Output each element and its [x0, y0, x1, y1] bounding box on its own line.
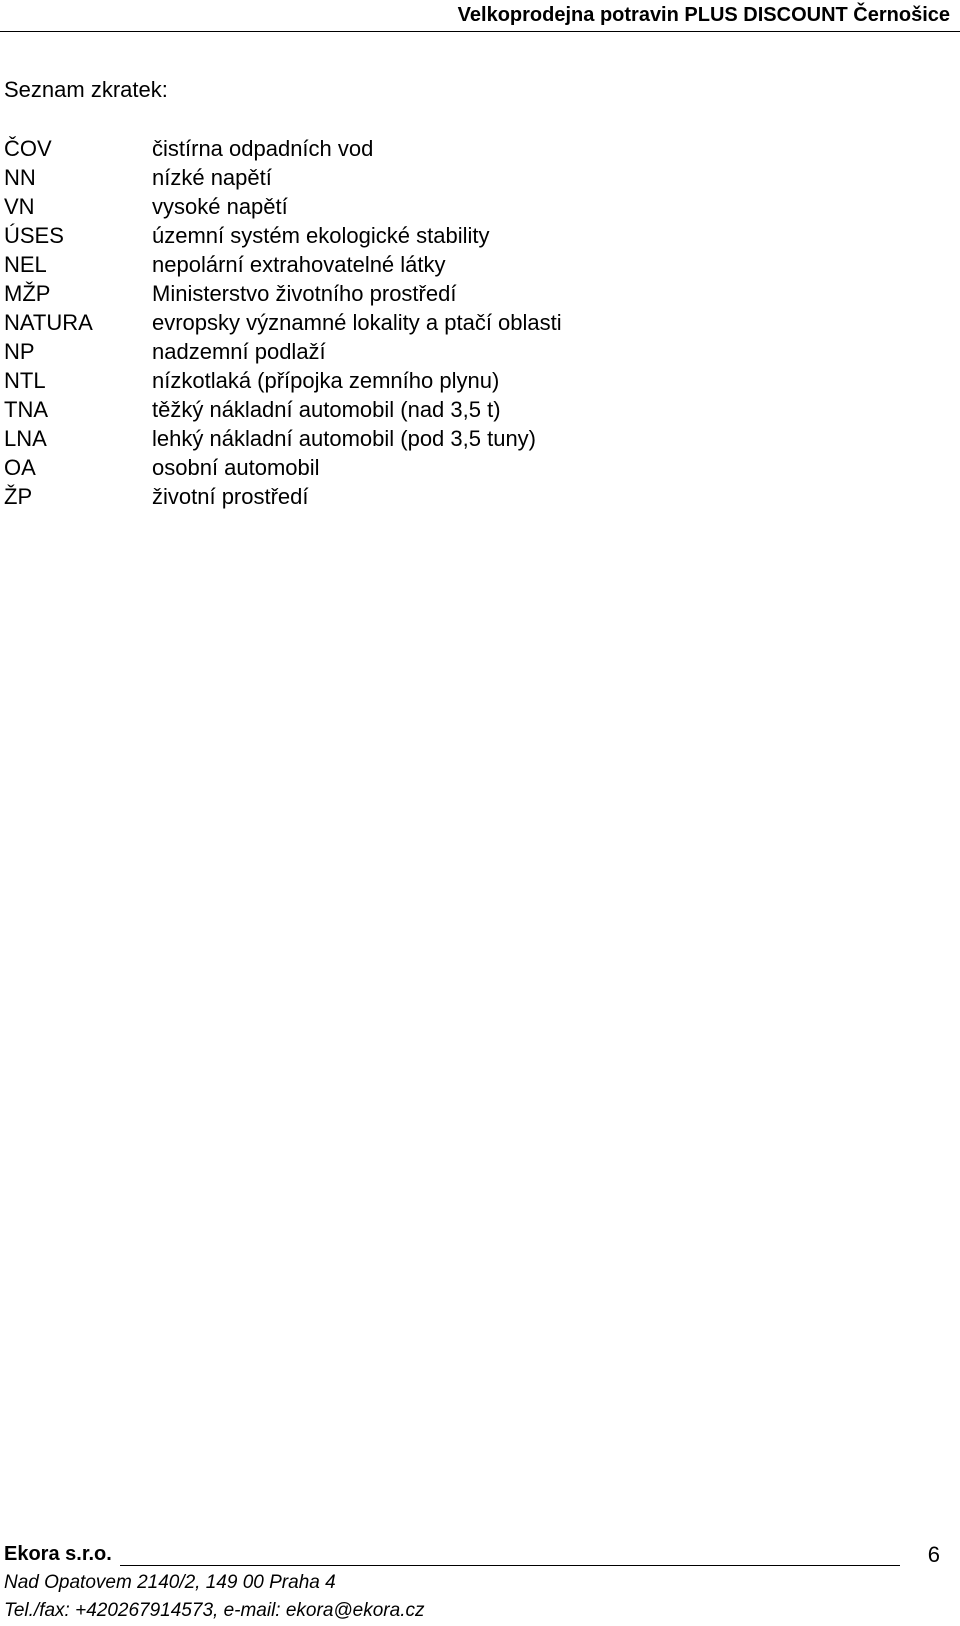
abbreviation: NATURA: [4, 310, 93, 335]
abbreviation: NEL: [4, 252, 47, 277]
abbreviation: MŽP: [4, 281, 51, 306]
abbreviation: NTL: [4, 368, 46, 393]
abbreviation-meaning: nadzemní podlaží: [152, 339, 326, 364]
abbreviation-meaning: lehký nákladní automobil (pod 3,5 tuny): [152, 426, 537, 451]
abbreviation-meaning: těžký nákladní automobil (nad 3,5 t): [152, 397, 501, 422]
abbreviation-meaning: životní prostředí: [152, 484, 309, 509]
abbreviation-meaning: čistírna odpadních vod: [152, 136, 374, 161]
abbreviation: VN: [4, 194, 35, 219]
header-title: Velkoprodejna potravin PLUS DISCOUNT Černošice: [457, 4, 950, 26]
footer-divider: [120, 1565, 900, 1566]
page-number: 6: [927, 1542, 940, 1567]
page-header: [0, 0, 960, 32]
abbreviation: OA: [4, 455, 36, 480]
abbreviation: ŽP: [4, 484, 33, 509]
abbreviation: NN: [4, 165, 36, 190]
footer-company-name: Ekora s.r.o.: [4, 1543, 112, 1565]
footer-contact: Tel./fax: +420267914573, e-mail: ekora@ekora.cz: [4, 1600, 425, 1621]
abbreviation-meaning: územní systém ekologické stability: [152, 223, 490, 248]
abbreviation: TNA: [4, 397, 48, 422]
abbreviation-meaning: evropsky významné lokality a ptačí oblasti: [152, 310, 562, 335]
abbreviation: LNA: [4, 426, 47, 451]
abbreviation: ČOV: [4, 136, 52, 161]
abbreviation: NP: [4, 339, 35, 364]
abbreviation-meaning: nízkotlaká (přípojka zemního plynu): [152, 368, 500, 393]
abbreviation-meaning: nízké napětí: [152, 165, 272, 190]
page-footer: [0, 1542, 960, 1626]
abbreviation-meaning: Ministerstvo životního prostředí: [152, 281, 457, 306]
section-heading: Seznam zkratek:: [4, 77, 168, 102]
abbreviation-meaning: nepolární extrahovatelné látky: [152, 252, 446, 277]
abbreviation-meaning: osobní automobil: [152, 455, 320, 480]
footer-address: Nad Opatovem 2140/2, 149 00 Praha 4: [4, 1572, 336, 1593]
abbreviation-meaning: vysoké napětí: [152, 194, 288, 219]
abbreviation: ÚSES: [4, 223, 64, 248]
